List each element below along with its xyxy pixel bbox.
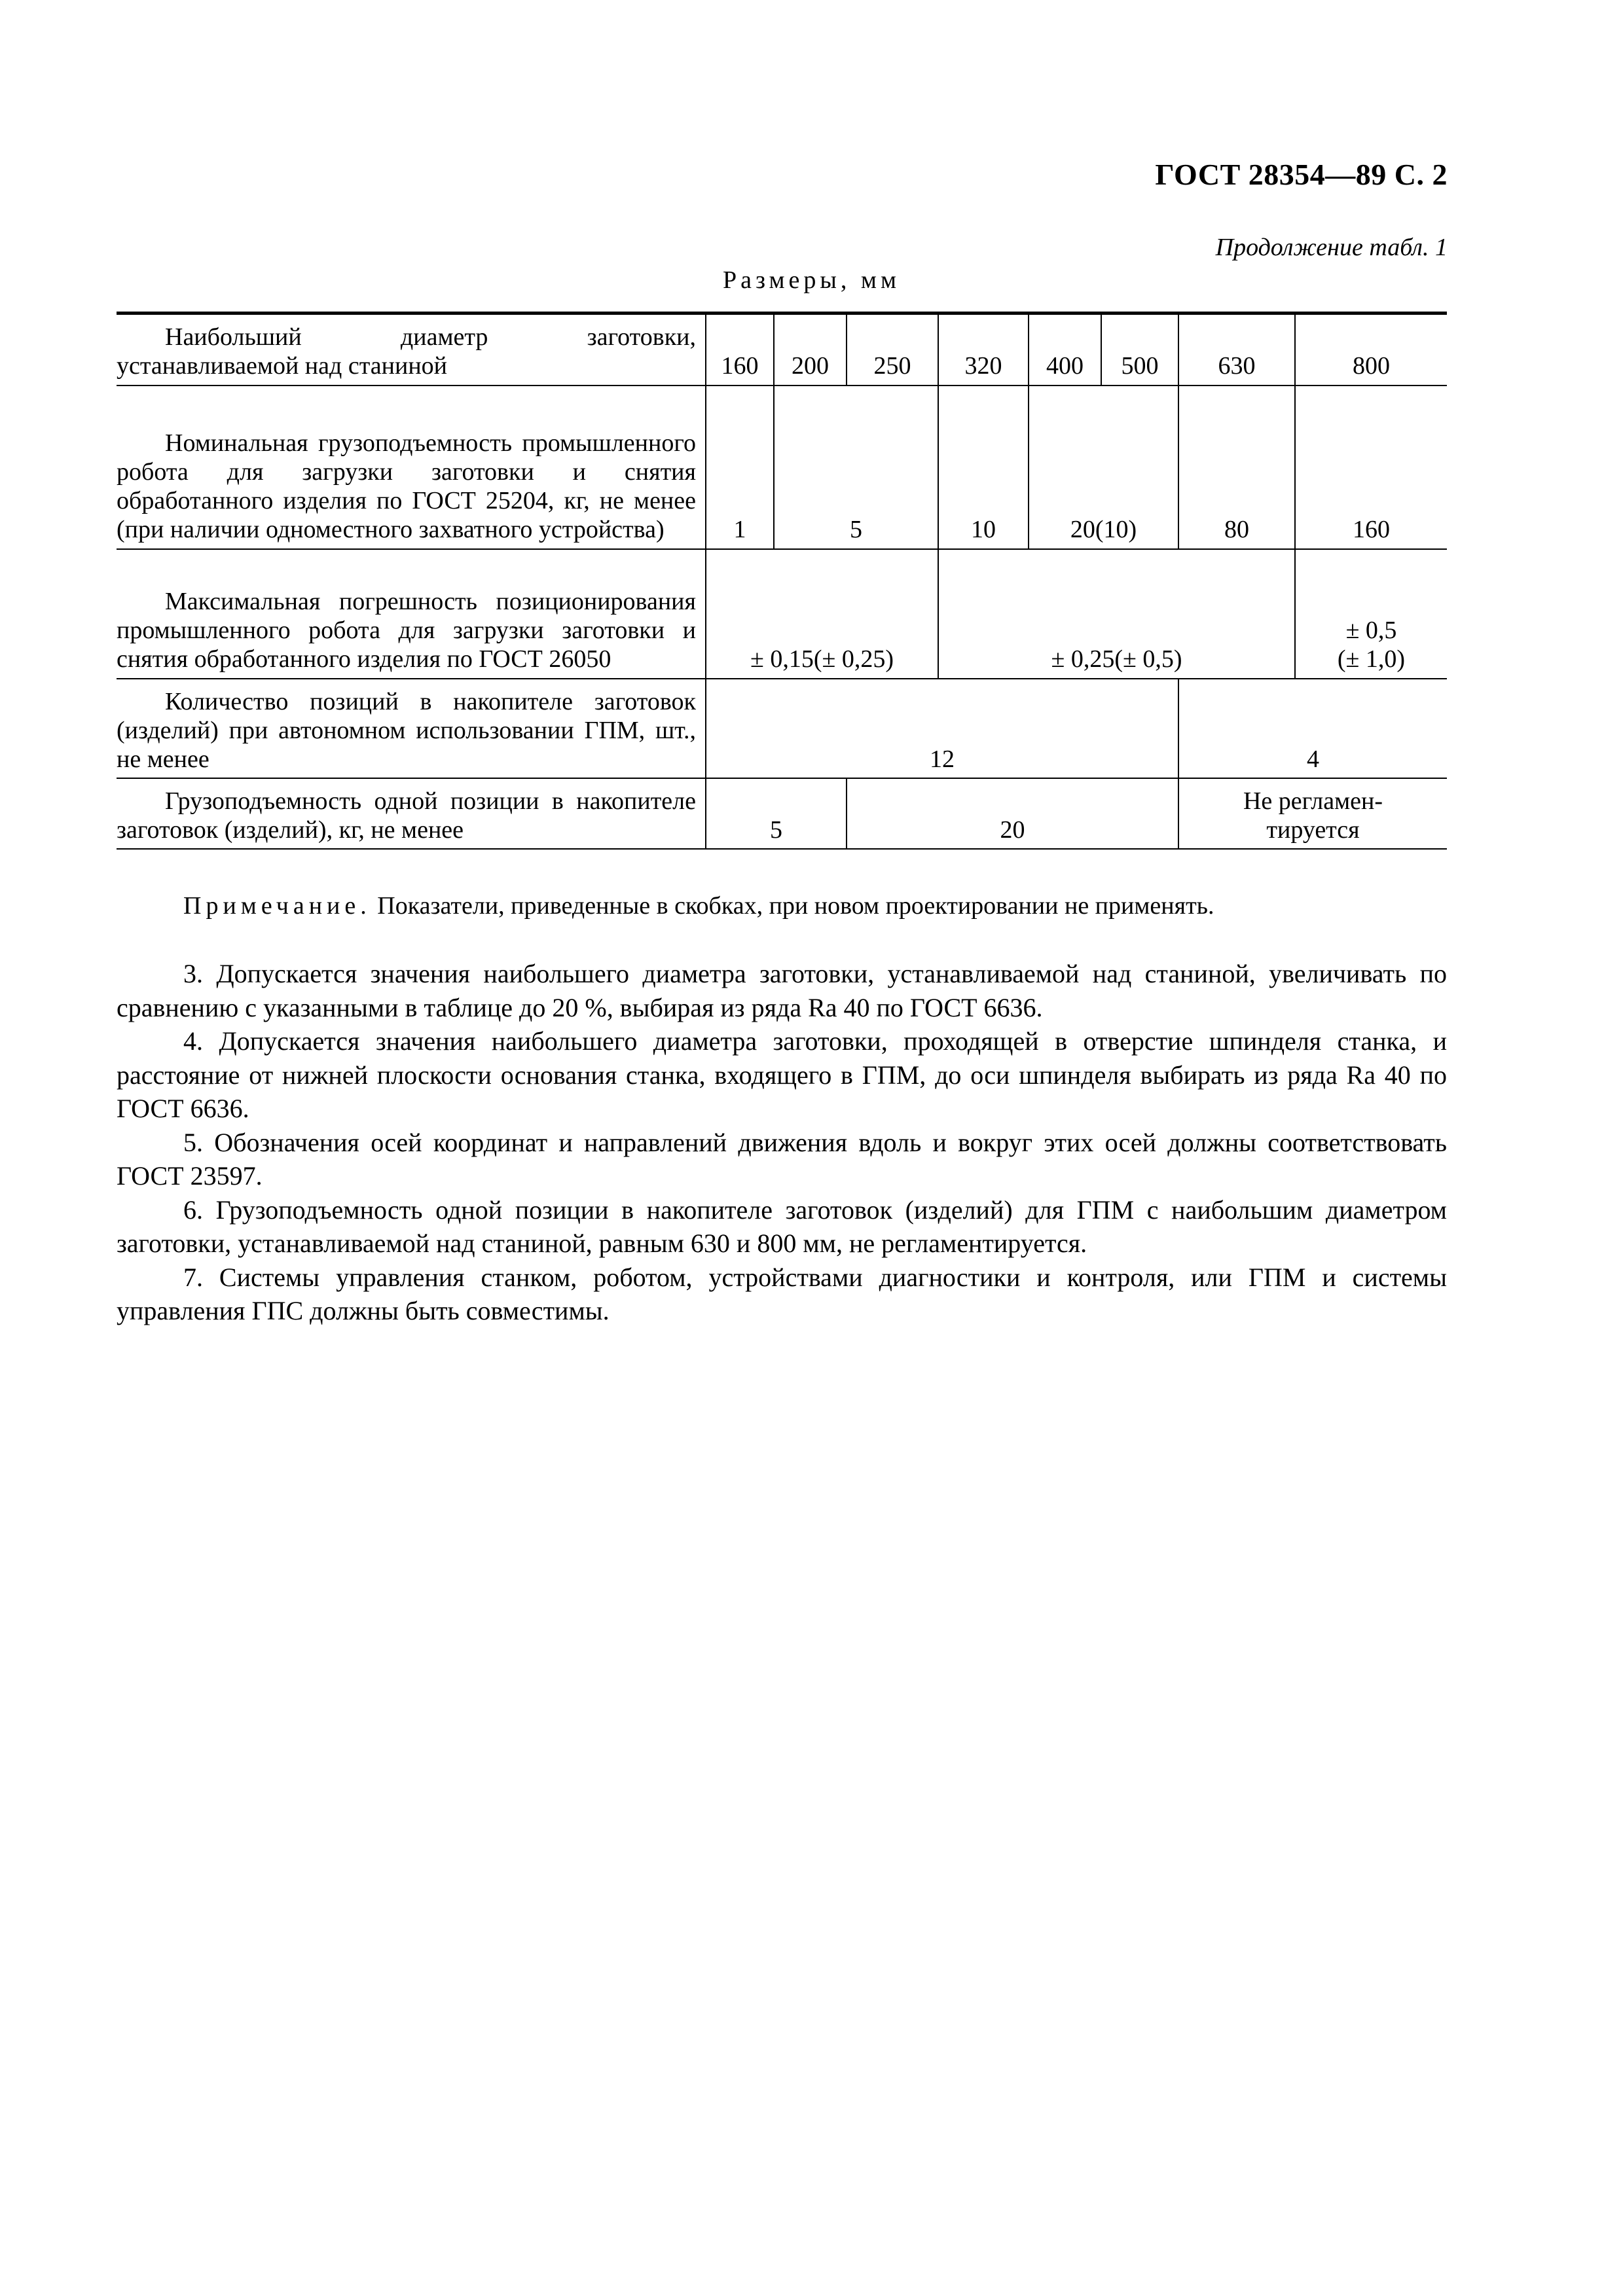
cell-value-line: Не регламен- (1243, 787, 1383, 815)
paragraph-3: 3. Допускается значения наибольшего диаметра заготовки, устанавливаемой над станиной, увеличивать по сравнению с указанными в таблице до 20 %, выбирая из ряда Ra 40 по ГОСТ 6636. (117, 959, 1447, 1022)
paragraph-6: 6. Грузоподъемность одной позиции в накопителе заготовок (изделий) для ГПМ с наибольшим диаметром заготовки, устанавливаемой над станиной, равным 630 и 800 мм, не регламентируется. (117, 1194, 1447, 1258)
note-label: Примечание. (183, 892, 371, 920)
cell-value: 5 (706, 778, 847, 849)
cell-value-line: ± 0,5 (1345, 617, 1397, 645)
table-note (183, 891, 1214, 920)
cell-value: 200 (774, 314, 847, 386)
paragraph-4: 4. Допускается значения наибольшего диаметра заготовки, проходящей в отверстие шпинделя станка, и расстояние от нижней плоскости основания станка, входящего в ГПМ, до оси шпинделя выбирать из ряда Ra 40 по ГОСТ 6636. (117, 1026, 1447, 1123)
cell-value: 80 (1178, 386, 1295, 549)
cell-value: 160 (706, 314, 774, 386)
cell-value: 5 (774, 386, 938, 549)
param-position-capacity: Грузоподъемность одной позиции в накопителе заготовок (изделий), кг, не менее (117, 787, 696, 844)
cell-value: 320 (938, 314, 1029, 386)
cell-value: 400 (1029, 314, 1101, 386)
paragraph-7: 7. Системы управления станком, роботом, устройствами диагностики и контроля, или ГПМ и системы управления ГПС должны быть совместимы. (117, 1262, 1447, 1325)
table-row-robot-capacity (117, 386, 1447, 549)
cell-value: 250 (847, 314, 938, 386)
note-text: Показатели, приведенные в скобках, при новом проектировании не применять. (371, 892, 1214, 920)
cell-value: 500 (1101, 314, 1178, 386)
cell-value: ± 0,15(± 0,25) (706, 549, 938, 679)
cell-value: 160 (1295, 386, 1447, 549)
page-header: ГОСТ 28354—89 С. 2 (1155, 158, 1448, 191)
spec-table (117, 312, 1447, 850)
cell-value (1295, 549, 1447, 679)
param-storage-positions: Количество позиций в накопителе заготовок (изделий) при автономном использовании ГПМ, шт., не менее (117, 687, 696, 773)
cell-value: 1 (706, 386, 774, 549)
cell-value: 12 (706, 679, 1178, 778)
table-units-label: Размеры, мм (722, 266, 900, 294)
param-robot-capacity: Номинальная грузоподъемность промышленного робота для загрузки заготовки и снятия обработанного изделия по ГОСТ 25204, кг, не менее (при наличии одноместного захватного устройства) (117, 429, 696, 544)
cell-value: 800 (1295, 314, 1447, 386)
table-continuation-label: Продолжение табл. 1 (1215, 234, 1448, 261)
cell-value (1178, 778, 1447, 849)
cell-value: ± 0,25(± 0,5) (938, 549, 1295, 679)
cell-value-line: тируется (1266, 816, 1360, 844)
cell-value: 630 (1178, 314, 1295, 386)
table-row-diameter (117, 314, 1447, 386)
spec-table-container (117, 312, 1447, 850)
table-row-positioning-error (117, 549, 1447, 679)
param-diameter: Наибольший диаметр заготовки, устанавливаемой над станиной (117, 323, 696, 380)
cell-value: 20 (847, 778, 1178, 849)
cell-value: 20(10) (1029, 386, 1178, 549)
table-row-position-capacity (117, 778, 1447, 849)
cell-value: 10 (938, 386, 1029, 549)
body-text (117, 957, 1447, 1328)
paragraph-5: 5. Обозначения осей координат и направлений движения вдоль и вокруг этих осей должны соответствовать ГОСТ 23597. (117, 1127, 1447, 1191)
cell-value-line: (± 1,0) (1337, 645, 1406, 673)
table-row-storage-positions (117, 679, 1447, 778)
param-positioning-error: Максимальная погрешность позиционирования промышленного робота для загрузки заготовки и снятия обработанного изделия по ГОСТ 26050 (117, 588, 696, 673)
cell-value: 4 (1178, 679, 1447, 778)
